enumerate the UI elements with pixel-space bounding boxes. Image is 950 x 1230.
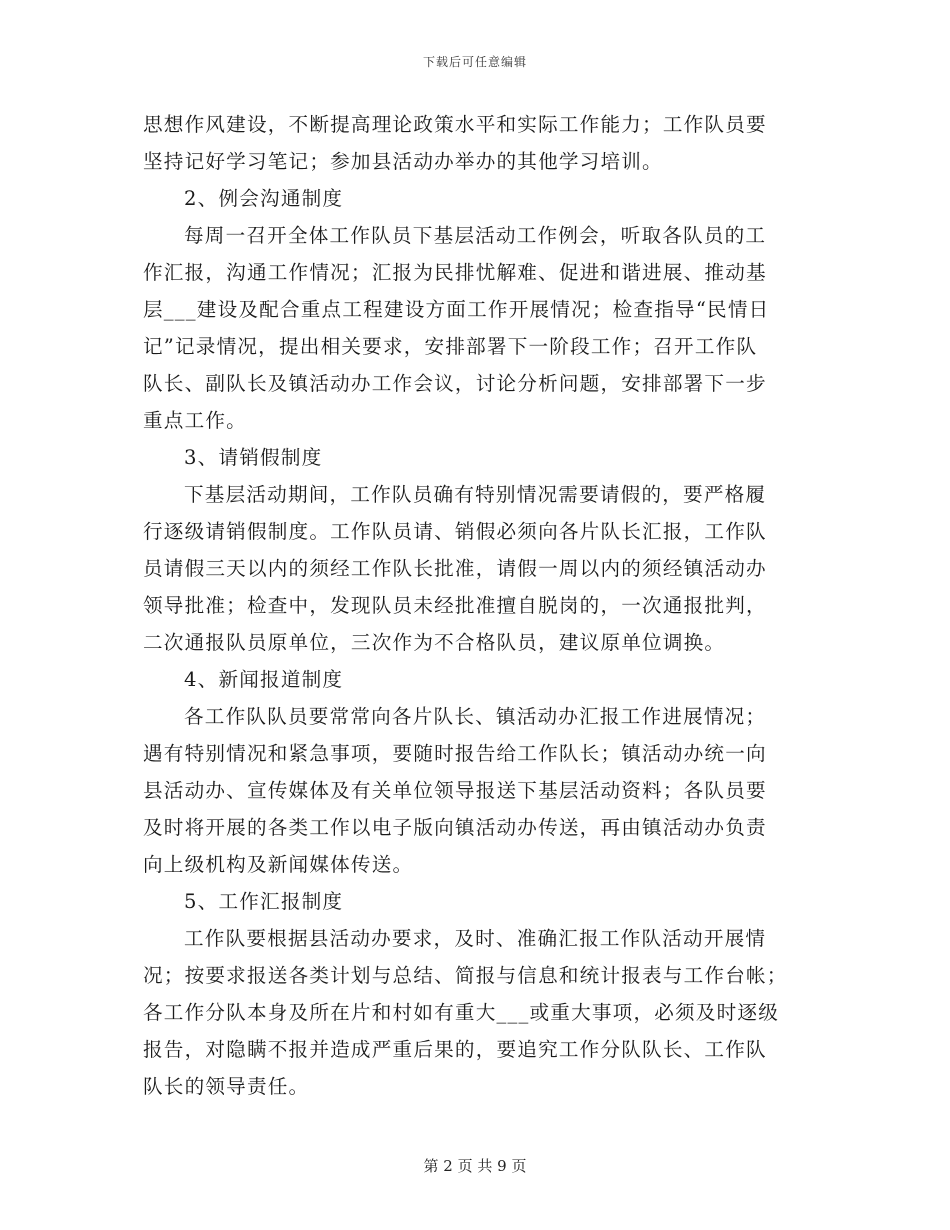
text-line: 及时将开展的各类工作以电子版向镇活动办传送，再由镇活动办负责 bbox=[143, 816, 767, 839]
page-number-footer: 第 2 页 共 9 页 bbox=[423, 1157, 527, 1175]
text-line: 重点工作。 bbox=[143, 409, 247, 432]
text-line: 领导批准；检查中，发现队员未经批准擅自脱岗的，一次通报批判， bbox=[143, 594, 767, 617]
text-line: 坚持记好学习笔记；参加县活动办举办的其他学习培训。 bbox=[143, 150, 663, 173]
text-line: 5、工作汇报制度 bbox=[184, 890, 344, 913]
text-line: 向上级机构及新闻媒体传送。 bbox=[143, 853, 414, 876]
text-line: 县活动办、宣传媒体及有关单位领导报送下基层活动资料；各队员要 bbox=[143, 779, 767, 802]
text-line: 4、新闻报道制度 bbox=[184, 668, 344, 691]
text-line: 况；按要求报送各类计划与总结、简报与信息和统计报表与工作台帐； bbox=[143, 964, 788, 987]
text-line: 作汇报，沟通工作情况；汇报为民排忧解难、促进和谐进展、推动基 bbox=[143, 261, 767, 284]
text-line: 记”记录情况，提出相关要求，安排部署下一阶段工作；召开工作队 bbox=[143, 335, 758, 358]
text-line: 思想作风建设，不断提高理论政策水平和实际工作能力；工作队员要 bbox=[143, 113, 767, 136]
text-line: 遇有特别情况和紧急事项，要随时报告给工作队长；镇活动办统一向 bbox=[143, 742, 767, 765]
document-body bbox=[143, 106, 813, 1105]
text-line: 队长、副队长及镇活动办工作会议，讨论分析问题，安排部署下一步 bbox=[143, 372, 767, 395]
text-line: 下基层活动期间，工作队员确有特别情况需要请假的，要严格履 bbox=[184, 483, 767, 506]
text-line: 行逐级请销假制度。工作队员请、销假必须向各片队长汇报，工作队 bbox=[143, 520, 767, 543]
text-line: 层___建设及配合重点工程建设方面工作开展情况；检查指导“民情日 bbox=[143, 298, 770, 321]
text-line: 报告，对隐瞒不报并造成严重后果的，要追究工作分队队长、工作队 bbox=[143, 1038, 767, 1061]
text-line: 队长的领导责任。 bbox=[143, 1075, 310, 1098]
text-line: 工作队要根据县活动办要求，及时、准确汇报工作队活动开展情 bbox=[184, 927, 767, 950]
page-header-note: 下载后可任意编辑 bbox=[422, 55, 527, 69]
text-line: 各工作队队员要常常向各片队长、镇活动办汇报工作进展情况； bbox=[184, 705, 767, 728]
text-line: 每周一召开全体工作队员下基层活动工作例会，听取各队员的工 bbox=[184, 224, 767, 247]
text-line: 3、请销假制度 bbox=[184, 446, 323, 469]
text-line: 员请假三天以内的须经工作队长批准，请假一周以内的须经镇活动办 bbox=[143, 557, 767, 580]
text-line: 2、例会沟通制度 bbox=[184, 187, 344, 210]
text-line: 各工作分队本身及所在片和村如有重大___或重大事项，必须及时逐级 bbox=[143, 1001, 780, 1024]
text-line: 二次通报队员原单位，三次作为不合格队员，建议原单位调换。 bbox=[143, 631, 726, 654]
